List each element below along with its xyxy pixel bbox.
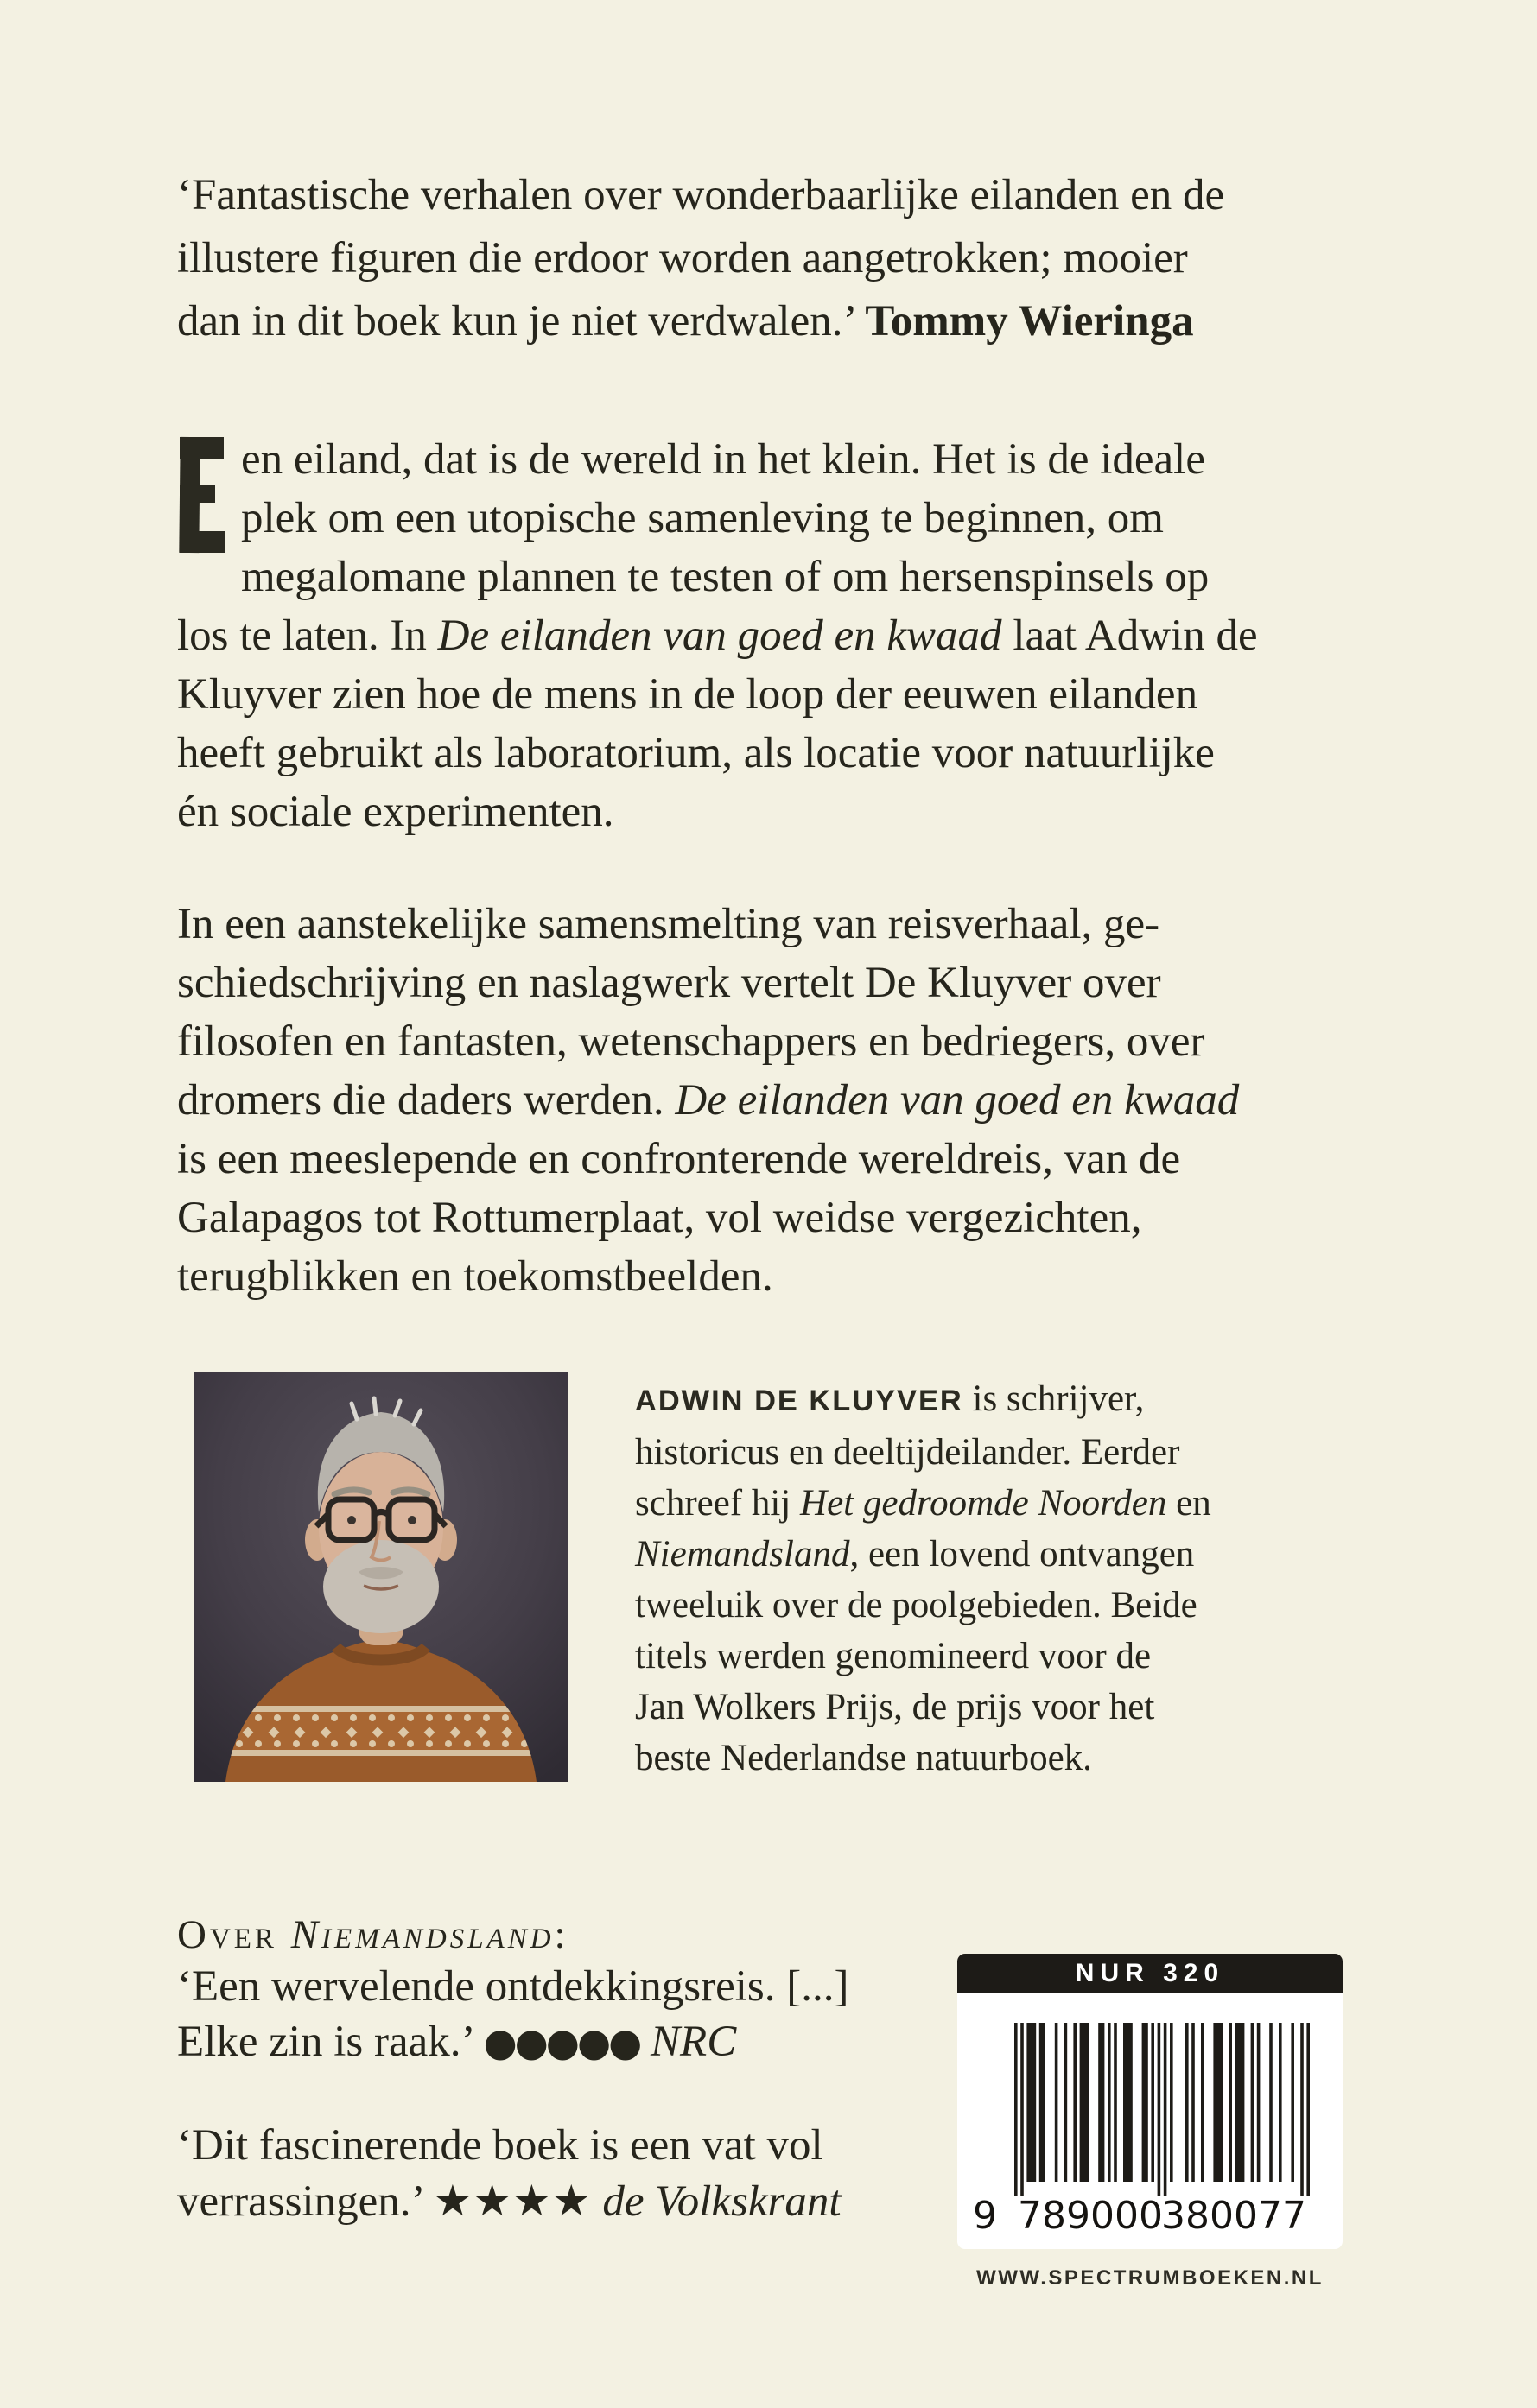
barcode-bar: [1108, 2023, 1111, 2182]
barcode-digit-group2: 380077: [1161, 2194, 1306, 2238]
barcode-bar: [1055, 2023, 1058, 2182]
barcode-bar: [1014, 2023, 1018, 2196]
author-photo: [194, 1372, 568, 1782]
barcode-bar: [1201, 2023, 1204, 2182]
segment-text: terugblikken en toekomstbeelden.: [177, 1252, 773, 1301]
barcode-bar: [1213, 2023, 1223, 2182]
barcode-panel: [957, 1954, 1343, 2249]
segment-text: In een aanstekelijke samensmelting van reisverhaal, ge-: [177, 900, 1160, 948]
segment-text: titels werden genomineerd voor de: [635, 1636, 1152, 1676]
nur-banner: NUR 320: [957, 1954, 1343, 1993]
segment-sc: :: [554, 1912, 569, 1957]
review-section-title: [177, 1911, 1041, 1959]
author-bio: [635, 1373, 1352, 1784]
barcode-bar: [1191, 2023, 1195, 2182]
segment-i: Niemandsland: [635, 1534, 850, 1575]
segment-text: is een meeslepende en confronterende wereldreis, van de: [177, 1135, 1181, 1183]
segment-b: Tommy Wieringa: [865, 297, 1194, 345]
synopsis-paragraph-2: [177, 895, 1456, 1306]
barcode-bar: [1229, 2023, 1232, 2182]
segment-text: [592, 2177, 603, 2226]
barcode-bar: [1039, 2023, 1045, 2182]
segment-stars: ★★★★: [433, 2176, 592, 2226]
segment-i: De eilanden van goed en kwaad: [675, 1076, 1240, 1125]
barcode-bar: [1170, 2023, 1173, 2182]
synopsis-paragraph-1-text: [177, 435, 1258, 836]
ean-barcode: [957, 1993, 1343, 2249]
segment-text: heeft gebruikt als laboratorium, als locatie voor natuurlijke: [177, 729, 1215, 777]
segment-sci: Niemandsland: [290, 1912, 555, 1957]
segment-text: is schrijver,: [962, 1378, 1145, 1419]
endorsement-quote: [177, 164, 1456, 353]
barcode-bar: [1164, 2023, 1167, 2196]
barcode-bar: [1279, 2023, 1282, 2182]
segment-text: megalomane plannen te testen of om hersenspinsels op: [241, 553, 1210, 601]
barcode-box: [957, 1993, 1343, 2249]
barcode-bar: [1269, 2023, 1273, 2182]
segment-text: schreef hij: [635, 1483, 801, 1524]
segment-text: filosofen en fantasten, wetenschappers en bedriegers, over: [177, 1017, 1205, 1066]
barcode-bar: [1064, 2023, 1068, 2182]
segment-dots: ●●●●●: [483, 2019, 640, 2065]
segment-text: historicus en deeltijdeilander. Eerder: [635, 1432, 1180, 1473]
segment-sc: Over: [177, 1912, 291, 1957]
segment-text: Galapagos tot Rottumerplaat, vol weidse vergezichten,: [177, 1194, 1142, 1242]
barcode-bar: [1185, 2023, 1189, 2182]
review-quote-nrc: [177, 1959, 1024, 2070]
segment-text: [639, 2018, 651, 2066]
barcode-digit-group1: 789000: [1018, 2194, 1163, 2238]
segment-text: dromers die daders werden.: [177, 1076, 676, 1125]
segment-text: ‘Fantastische verhalen over wonderbaarlijke eilanden en de: [177, 171, 1225, 219]
barcode-bar: [1073, 2023, 1077, 2182]
segment-text: ‘Een wervelende ontdekkingsreis. [...]: [177, 1962, 849, 2011]
segment-text: ‘Dit fascinerende boek is een vat vol: [177, 2121, 823, 2170]
barcode-bar: [1080, 2023, 1089, 2182]
barcode-bar: [1114, 2023, 1117, 2182]
segment-i: NRC: [651, 2018, 737, 2066]
segment-text: schiedschrijving en naslagwerk vertelt De Kluyver over: [177, 959, 1161, 1007]
segment-text: , een lovend ontvangen: [849, 1534, 1195, 1575]
segment-text: laat Adwin de: [1001, 612, 1258, 660]
barcode-bar: [1151, 2023, 1154, 2182]
barcode-bar: [1158, 2023, 1161, 2196]
website-url: WWW.SPECTRUMBOEKEN.NL: [976, 2266, 1324, 2290]
barcode-bar: [1098, 2023, 1104, 2182]
segment-text: plek om een utopische samenleving te beginnen, om: [241, 494, 1164, 542]
segment-text: Kluyver zien hoe de mens in de loop der eeuwen eilanden: [177, 670, 1198, 719]
synopsis-paragraph-1: [177, 430, 1456, 841]
barcode-digit-prefix: 9: [973, 2194, 997, 2238]
barcode-bar: [1026, 2023, 1036, 2182]
segment-text: tweeluik over de poolgebieden. Beide: [635, 1585, 1197, 1625]
review-quote-volkskrant: [177, 2118, 1024, 2229]
barcode-bar: [1251, 2023, 1254, 2182]
segment-text: en: [1166, 1483, 1211, 1524]
segment-text: los te laten. In: [177, 612, 438, 660]
segment-text: verrassingen.’: [177, 2177, 434, 2226]
segment-text: dan in dit boek kun je niet verdwalen.’: [177, 297, 866, 345]
segment-text: Elke zin is raak.’: [177, 2018, 484, 2066]
segment-text: en eiland, dat is de wereld in het klein. Het is de ideale: [241, 435, 1205, 484]
barcode-bar: [1123, 2023, 1133, 2182]
barcode-bar: [1257, 2023, 1261, 2182]
drop-cap-e: [177, 435, 227, 554]
barcode-bar: [1300, 2023, 1304, 2196]
segment-i: de Volkskrant: [602, 2177, 842, 2226]
segment-text: illustere figuren die erdoor worden aangetrokken; mooier: [177, 234, 1188, 282]
barcode-bar: [1020, 2023, 1024, 2196]
beard: [323, 1540, 439, 1633]
segment-text: én sociale experimenten.: [177, 788, 614, 836]
segment-text: beste Nederlandse natuurboek.: [635, 1738, 1092, 1778]
barcode-bars: [1014, 2023, 1310, 2196]
barcode-bar: [1306, 2023, 1310, 2196]
barcode-bar: [1142, 2023, 1148, 2182]
segment-i: De eilanden van goed en kwaad: [437, 612, 1002, 660]
barcode-bar: [1235, 2023, 1245, 2182]
segment-text: Jan Wolkers Prijs, de prijs voor het: [635, 1687, 1155, 1727]
segment-name: ADWIN DE KLUYVER: [635, 1385, 963, 1417]
segment-i: Het gedroomde Noorden: [800, 1483, 1167, 1524]
barcode-bar: [1291, 2023, 1294, 2182]
